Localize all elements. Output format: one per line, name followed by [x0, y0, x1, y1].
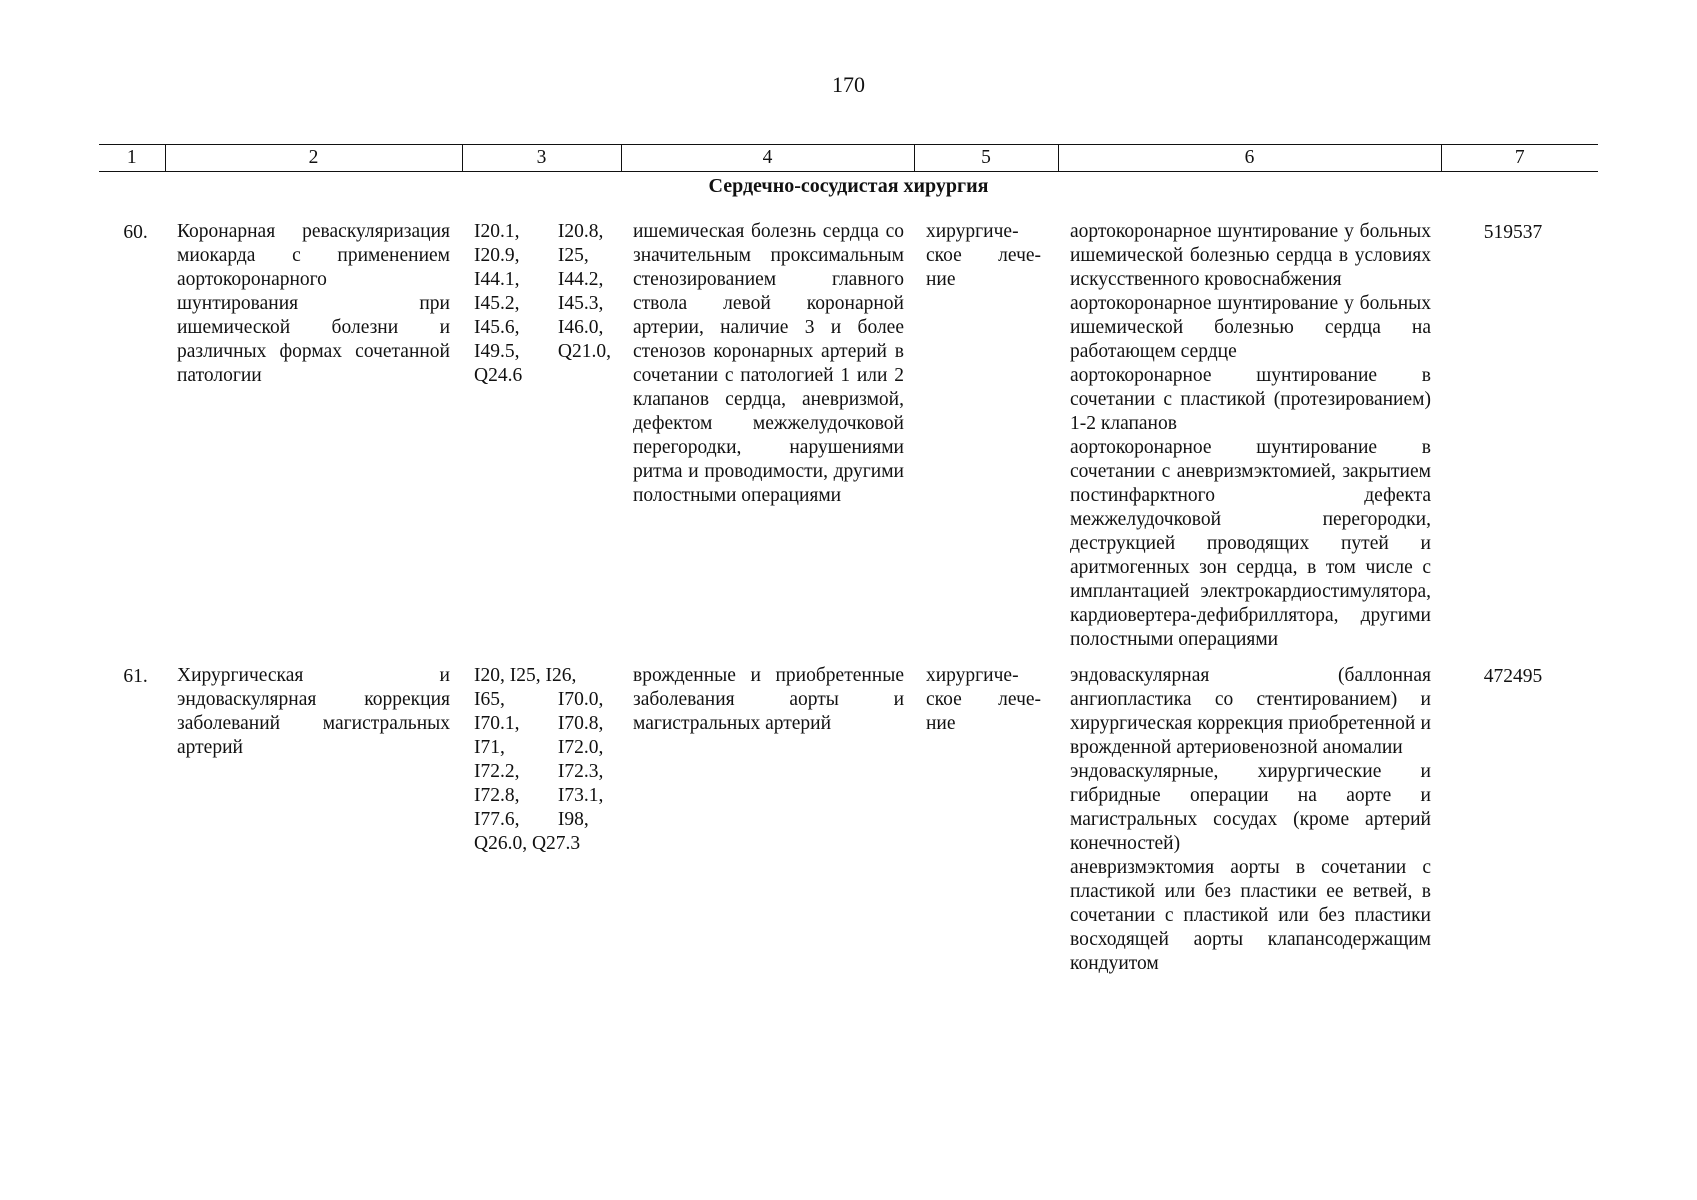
treatment-word: ние — [926, 713, 956, 734]
icd-code: Q24.6 — [474, 365, 523, 386]
patient-model: ишемическая болезнь сердца со значительным проксимальным стенозированием главного ствола левой коронарной артерии, наличие 3 и более стенозов коронарных артерий в сочетании с патологией 1 или 2 клапанов сердца, аневризмой, дефектом межжелудочковой перегородки, нарушениями ритма и проводимости, другими полостными операциями — [633, 221, 904, 506]
column-header: 5 — [914, 145, 1058, 172]
service-name: Коронарная реваскуляризация миокарда с применением аортокоронарного шунтирования при ишемической болезни и различных формах сочетанной патологии — [177, 221, 450, 386]
icd-code: I20, I25, I26, — [474, 665, 577, 686]
treatment-word: лече- — [998, 689, 1042, 710]
icd-code: I49.5, — [474, 341, 520, 362]
treatment-type — [914, 664, 1058, 988]
icd-code: I98, — [557, 809, 589, 830]
patient-model: врожденные и приобретенные заболевания аорты и магистральных артерий — [633, 665, 904, 734]
treatment-methods — [1058, 220, 1441, 664]
treatment-word: лече- — [998, 245, 1042, 266]
column-header: 7 — [1441, 145, 1598, 172]
section-title: Сердечно-сосудистая хирургия — [708, 175, 989, 197]
icd-code: I72.3, — [557, 761, 604, 782]
treatment-type — [914, 220, 1058, 664]
section-row — [99, 172, 1598, 221]
icd-code: I70.1, — [474, 713, 520, 734]
treatment-method: аортокоронарное шунтирование у больных ишемической болезнью сердца в условиях искусственного кровоснабжения — [1070, 221, 1431, 290]
row-number: 61. — [123, 666, 148, 687]
treatment-word: ское — [926, 689, 962, 710]
icd-code: I65, — [474, 689, 505, 710]
standard-cost: 472495 — [1483, 666, 1543, 687]
icd-code: I72.0, — [557, 737, 604, 758]
treatment-word: ское — [926, 245, 962, 266]
icd-code: I20.9, — [474, 245, 520, 266]
icd-code: I45.2, — [474, 293, 520, 314]
icd-code: I44.1, — [474, 269, 520, 290]
treatment-method: эндоваскулярная (баллонная ангиопластика со стентированием) и хирургическая коррекция приобретенной и врожденной артериовенозной аномалии — [1070, 665, 1431, 758]
icd-code: I77.6, — [474, 809, 520, 830]
icd-codes — [462, 664, 621, 988]
service-name: Хирургическая и эндоваскулярная коррекция заболеваний магистральных артерий — [177, 665, 450, 758]
icd-code: I45.6, — [474, 317, 520, 338]
treatment-method: аортокоронарное шунтирование в сочетании с аневризмэктомией, закрытием постинфарктного дефекта межжелудочковой перегородки, деструкцией проводящих путей и аритмогенных зон сердца, в том числе с имплантацией электрокардиостимулятора, кардиовертера-дефибриллятора, другими полостными операциями — [1070, 437, 1431, 650]
table-row — [99, 664, 1598, 988]
treatment-methods — [1058, 664, 1441, 988]
icd-codes — [462, 220, 621, 664]
column-header: 6 — [1058, 145, 1441, 172]
column-header: 2 — [165, 145, 462, 172]
treatment-method: аортокоронарное шунтирование в сочетании с пластикой (протезированием) 1-2 клапанов — [1070, 365, 1431, 434]
table-row — [99, 220, 1598, 664]
treatment-method: аневризмэктомия аорты в сочетании с пластикой или без пластики ее ветвей, в сочетании с пластикой или без пластики восходящей аорты клапансодержащим кондуитом — [1070, 857, 1431, 974]
treatment-method: эндоваскулярные, хирургические и гибридные операции на аорте и магистральных сосудах (кроме артерий конечностей) — [1070, 761, 1431, 854]
icd-code: I70.8, — [557, 713, 604, 734]
icd-code: I46.0, — [557, 317, 604, 338]
medical-services-table — [99, 144, 1598, 988]
standard-cost: 519537 — [1483, 222, 1543, 243]
icd-code: I20.8, — [557, 221, 604, 242]
column-number-header — [99, 145, 1598, 172]
icd-code: I73.1, — [557, 785, 604, 806]
page-number: 170 — [832, 72, 865, 97]
row-number: 60. — [123, 222, 148, 243]
column-header: 4 — [621, 145, 914, 172]
icd-code: Q21.0, — [557, 341, 611, 362]
icd-code: Q26.0, Q27.3 — [474, 833, 581, 854]
treatment-word: хирургиче- — [926, 665, 1019, 686]
icd-code: I70.0, — [557, 689, 604, 710]
column-header: 1 — [99, 145, 165, 172]
icd-code: I20.1, — [474, 221, 520, 242]
icd-code: I44.2, — [557, 269, 604, 290]
treatment-word: ние — [926, 269, 956, 290]
treatment-method: аортокоронарное шунтирование у больных ишемической болезнью сердца на работающем сердце — [1070, 293, 1431, 362]
column-header: 3 — [462, 145, 621, 172]
icd-code: I72.8, — [474, 785, 520, 806]
treatment-word: хирургиче- — [926, 221, 1019, 242]
icd-code: I45.3, — [557, 293, 604, 314]
icd-code: I72.2, — [474, 761, 520, 782]
icd-code: I25, — [557, 245, 589, 266]
icd-code: I71, — [474, 737, 505, 758]
